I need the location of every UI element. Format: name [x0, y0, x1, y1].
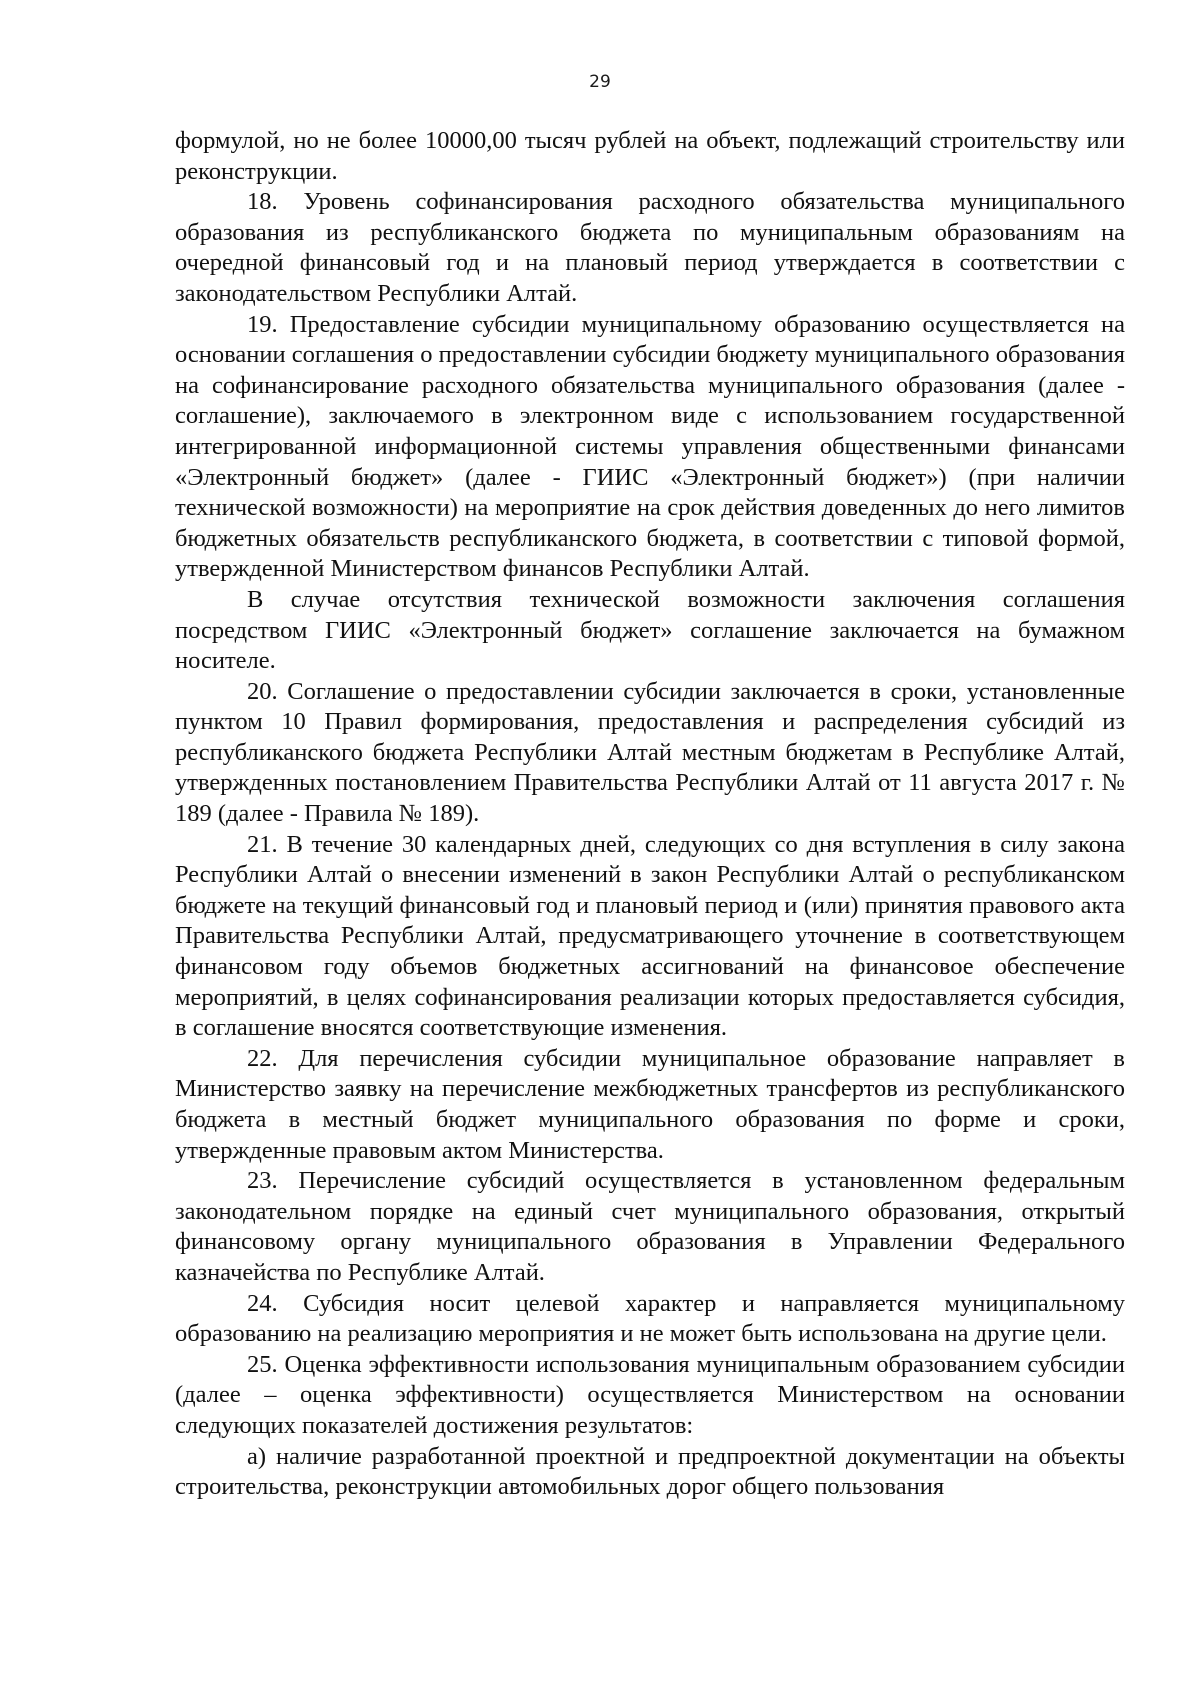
- paragraph-23: 23. Перечисление субсидий осуществляется в установленном федеральным законодательном порядке на единый счет муниципального образования, открытый финансовому органу муниципального образования в Управлении Федерального казначейства по Республике Алтай.: [175, 1167, 1125, 1286]
- document-body: [175, 126, 1125, 1503]
- paragraph-19-note: В случае отсутствия технической возможности заключения соглашения посредством ГИИС «Электронный бюджет» соглашение заключается на бумажном носителе.: [175, 585, 1125, 675]
- paragraph-25: 25. Оценка эффективности использования муниципальным образованием субсидии (далее – оценка эффективности) осуществляется Министерством на основании следующих показателей достижения результатов:: [175, 1350, 1125, 1439]
- paragraph-22: 22. Для перечисления субсидии муниципальное образование направляет в Министерство заявку на перечисление межбюджетных трансфертов из республиканского бюджета в местный бюджет муниципального образования по форме и сроки, утвержденные правовым актом Министерства.: [175, 1044, 1125, 1164]
- paragraph-continuation: формулой, но не более 10000,00 тысяч рублей на объект, подлежащий строительству или реконструкции.: [175, 127, 1125, 185]
- page-number: 29: [589, 72, 611, 92]
- paragraph-18: 18. Уровень софинансирования расходного обязательства муниципального образования из республиканского бюджета по муниципальным образованиям на очередной финансовый год и на плановый период утверждается в соответствии с законодательством Республики Алтай.: [175, 188, 1125, 307]
- paragraph-21: 21. В течение 30 календарных дней, следующих со дня вступления в силу закона Республики Алтай о внесении изменений в закон Республики Алтай о республиканском бюджете на текущий финансовый год и плановый период и (или) принятия правового акта Правительства Республики Алтай, предусматривающего уточнение в соответствующем финансовом году объемов бюджетных ассигнований на финансовое обеспечение мероприятий, в целях софинансирования реализации которых предоставляется субсидия, в соглашение вносятся соответствующие изменения.: [175, 830, 1125, 1042]
- paragraph-20: 20. Соглашение о предоставлении субсидии заключается в сроки, установленные пунктом 10 Правил формирования, предоставления и распределения субсидий из республиканского бюджета Республики Алтай местным бюджетам в Республике Алтай, утвержденных постановлением Правительства Республики Алтай от 11 августа 2017 г. № 189 (далее - Правила № 189).: [175, 677, 1125, 828]
- paragraph-25-a: а) наличие разработанной проектной и предпроектной документации на объекты строительства, реконструкции автомобильных дорог общего пользования: [175, 1442, 1125, 1501]
- paragraph-19: 19. Предоставление субсидии муниципальному образованию осуществляется на основании соглашения о предоставлении субсидии бюджету муниципального образования на софинансирование расходного обязательства муниципального образования (далее - соглашение), заключаемого в электронном виде с использованием государственной интегрированной информационной системы управления общественными финансами «Электронный бюджет» (далее - ГИИС «Электронный бюджет») (при наличии технической возможности) на мероприятие на срок действия доведенных до него лимитов бюджетных обязательств республиканского бюджета, в соответствии с типовой формой, утвержденной Министерством финансов Республики Алтай.: [175, 310, 1125, 583]
- paragraph-24: 24. Субсидия носит целевой характер и направляется муниципальному образованию на реализацию мероприятия и не может быть использована на другие цели.: [175, 1289, 1125, 1348]
